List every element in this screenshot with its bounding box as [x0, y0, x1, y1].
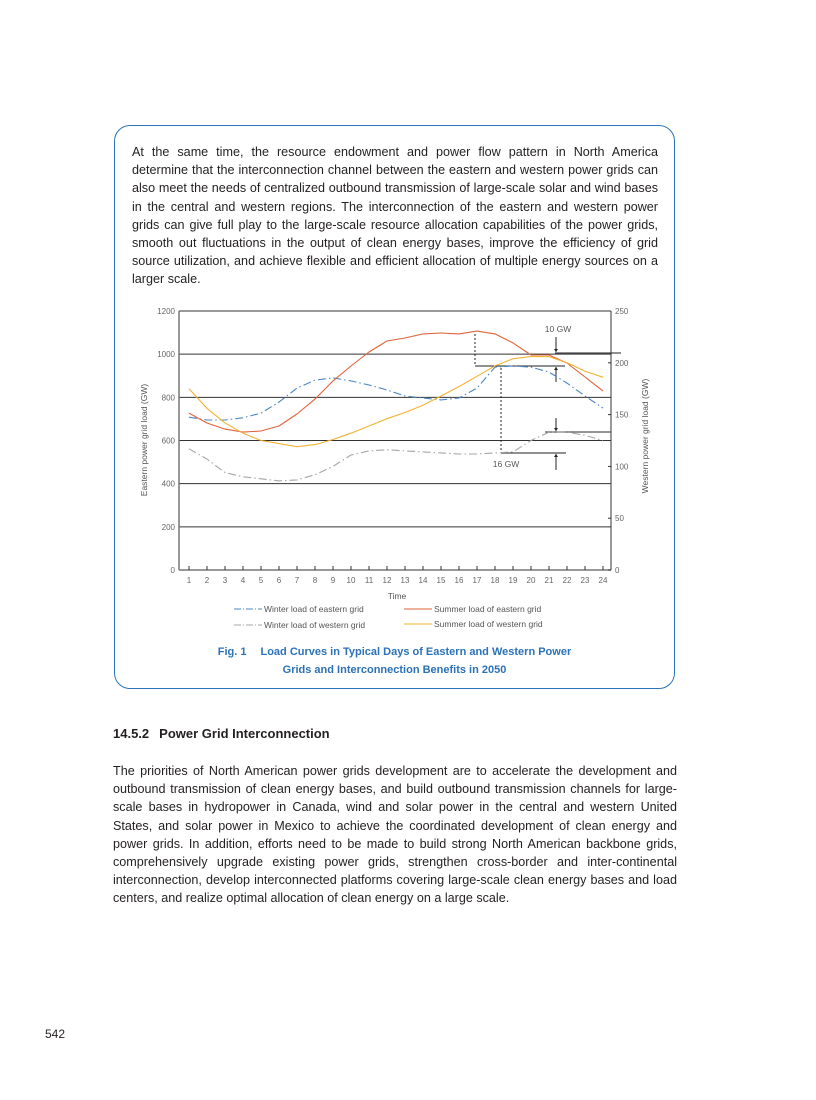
- svg-text:1: 1: [186, 576, 192, 585]
- svg-text:11: 11: [364, 576, 374, 585]
- section-body: The priorities of North American power grids development are to accelerate the development and outbound transmission of clean energy bases, and build outbound transmission channels for large-scale bases in hydropower in Canada, wind and solar power in the central and western United States, and solar power in Mexico to achieve the coordinated development of clean energy and power grids. In addition, efforts need to be made to build strong North American backbone grids, comprehensively upgrade existing power grids, strengthen cross-border and inter-continental interconnection, develop interconnected platforms covering large-scale clean energy bases and load centers, and realize optimal allocation of clean energy on a large scale.: [113, 764, 677, 906]
- section-number: 14.5.2: [113, 726, 150, 741]
- chart-ticks: [157, 307, 629, 585]
- svg-text:200: 200: [161, 522, 175, 532]
- svg-text:800: 800: [161, 393, 175, 403]
- legend-winter-western: Winter load of western grid: [264, 620, 366, 630]
- svg-text:1200: 1200: [157, 307, 175, 316]
- svg-text:22: 22: [562, 576, 572, 585]
- svg-text:1000: 1000: [157, 350, 175, 360]
- legend-winter-eastern: Winter load of eastern grid: [264, 604, 364, 614]
- series-line: [189, 331, 603, 432]
- section-title: Power Grid Interconnection: [159, 726, 330, 741]
- chart-legend: [234, 604, 543, 630]
- svg-text:600: 600: [161, 436, 175, 446]
- svg-text:16: 16: [454, 576, 464, 585]
- series-line: [189, 432, 603, 481]
- svg-text:15: 15: [436, 576, 446, 585]
- svg-text:4: 4: [240, 576, 246, 585]
- svg-text:9: 9: [330, 576, 336, 585]
- svg-text:19: 19: [508, 576, 518, 585]
- svg-text:7: 7: [294, 576, 300, 585]
- svg-text:50: 50: [615, 514, 624, 524]
- annotation-10gw: 10 GW: [544, 324, 572, 334]
- svg-text:23: 23: [580, 576, 590, 585]
- svg-text:250: 250: [615, 307, 629, 316]
- figure-caption: [114, 643, 675, 679]
- y-axis-label-left: Eastern power grid load (GW): [139, 383, 149, 497]
- svg-text:12: 12: [382, 576, 392, 585]
- svg-text:0: 0: [170, 566, 175, 575]
- svg-text:5: 5: [258, 576, 264, 585]
- svg-text:150: 150: [615, 410, 629, 420]
- legend-summer-western: Summer load of western grid: [434, 619, 543, 629]
- figure-title-line1: Load Curves in Typical Days of Eastern and Western Power: [260, 646, 572, 658]
- svg-text:2: 2: [204, 576, 210, 585]
- x-axis-label: Time: [387, 591, 407, 601]
- svg-text:18: 18: [490, 576, 500, 585]
- box-paragraph: At the same time, the resource endowment and power flow pattern in North America determine that the interconnection channel between the eastern and western power grids can also meet the needs of centralized outbound transmission of large-scale solar and wind bases in the central and western regions. The interconnection of the eastern and western power grids can give full play to the large-scale resource allocation capabilities of the power grids, smooth out fluctuations in the output of clean energy bases, improve the efficiency of grid source utilization, and achieve flexible and efficient allocation of multiple energy sources on a larger scale.: [132, 145, 658, 287]
- svg-text:6: 6: [276, 576, 282, 585]
- svg-text:8: 8: [312, 576, 318, 585]
- chart-grid: [179, 354, 611, 527]
- series-line: [189, 366, 603, 420]
- svg-text:10: 10: [346, 576, 356, 585]
- svg-text:13: 13: [400, 576, 410, 585]
- svg-text:21: 21: [544, 576, 554, 585]
- svg-text:200: 200: [615, 358, 629, 368]
- svg-text:3: 3: [222, 576, 228, 585]
- svg-text:20: 20: [526, 576, 536, 585]
- legend-summer-eastern: Summer load of eastern grid: [434, 604, 542, 614]
- svg-text:100: 100: [615, 462, 629, 472]
- y-axis-label-right: Western power grid load (GW): [640, 378, 650, 494]
- annotation-16gw: 16 GW: [492, 459, 520, 469]
- svg-text:17: 17: [472, 576, 482, 585]
- load-curve-chart: [128, 300, 668, 640]
- figure-title-line2: Grids and Interconnection Benefits in 2050: [282, 664, 507, 676]
- svg-text:14: 14: [418, 576, 428, 585]
- section-heading: [113, 726, 330, 741]
- page-number: 542: [45, 1027, 66, 1041]
- svg-text:0: 0: [615, 566, 620, 575]
- figure-label: Fig. 1: [217, 646, 247, 658]
- chart-lines: [189, 331, 603, 481]
- svg-text:400: 400: [161, 479, 175, 489]
- svg-text:24: 24: [598, 576, 608, 585]
